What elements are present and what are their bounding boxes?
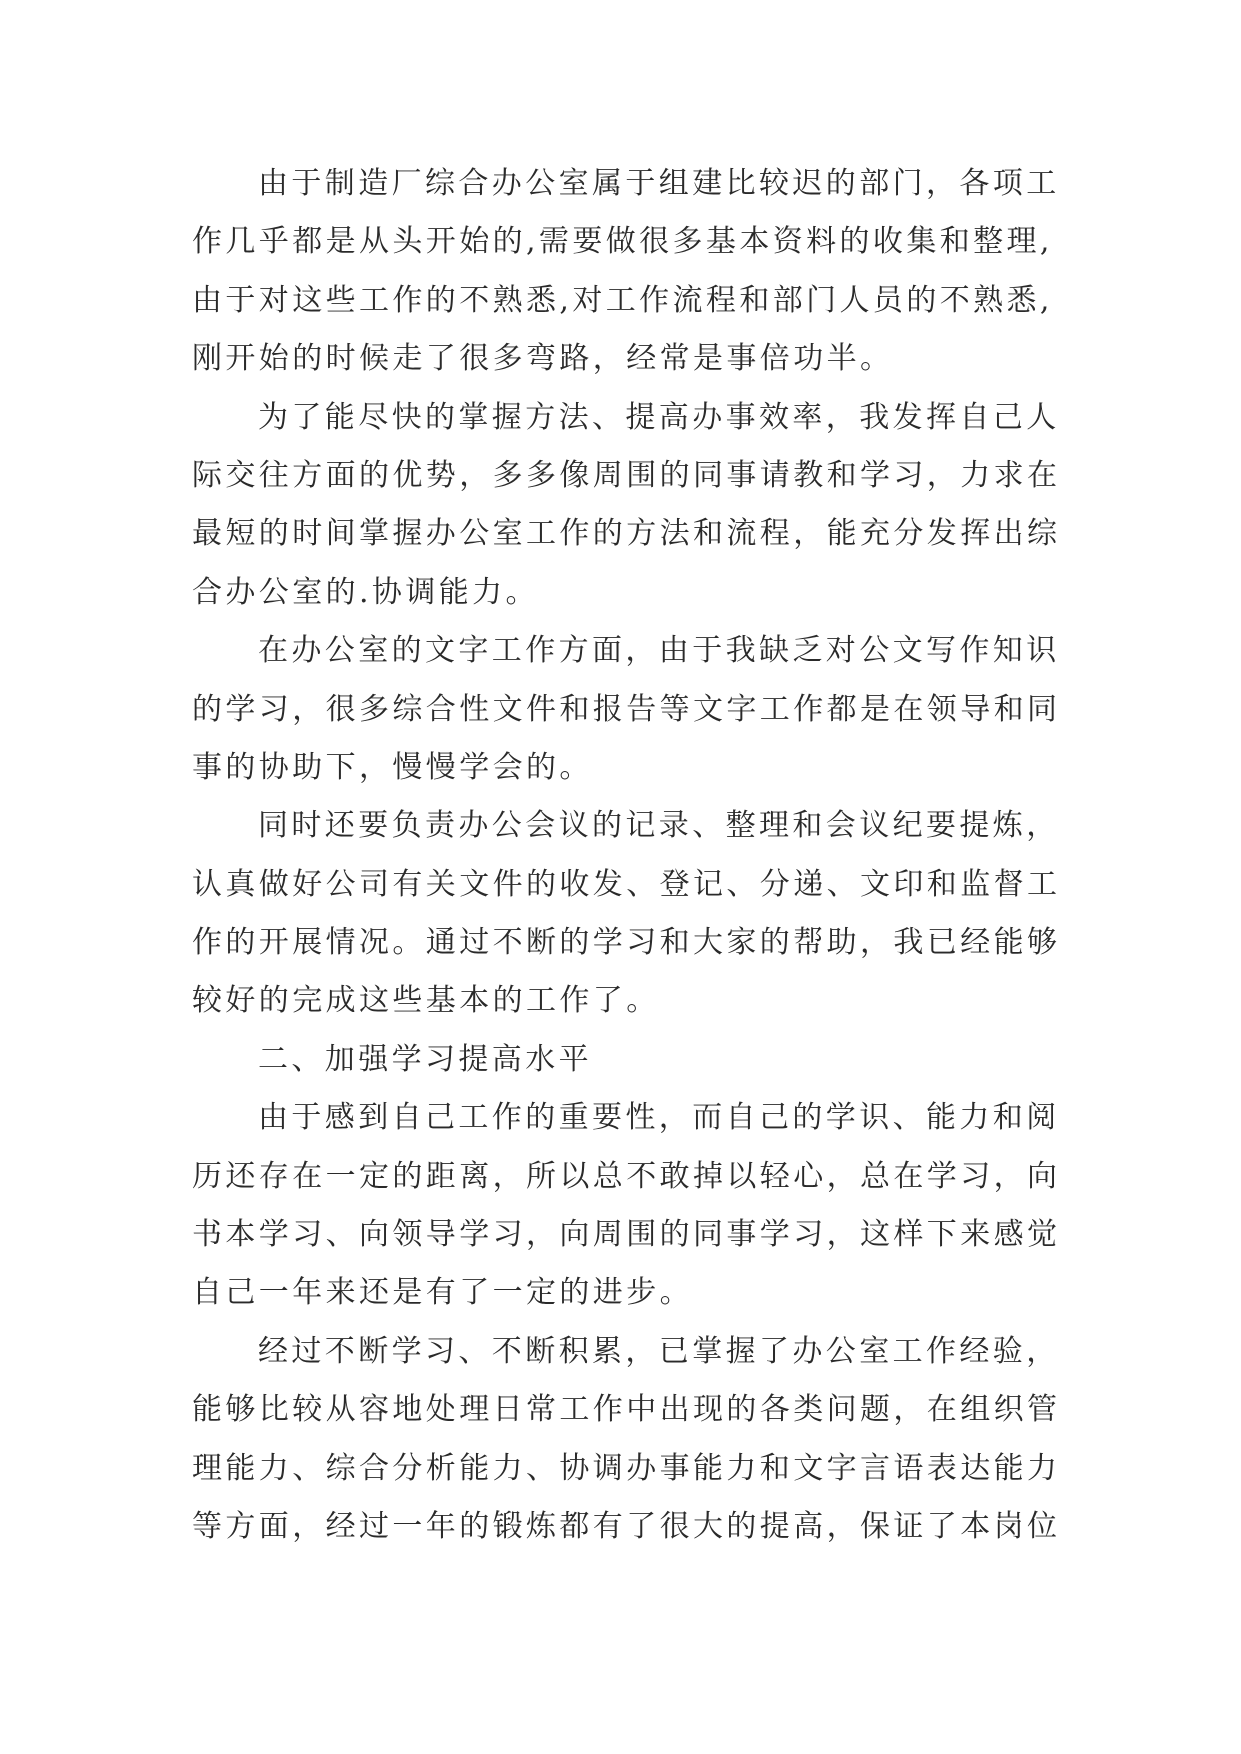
text-line: 最短的时间掌握办公室工作的方法和流程，能充分发挥出综 (192, 516, 1061, 552)
text-line: 的学习，很多综合性文件和报告等文字工作都是在领导和同 (192, 691, 1061, 727)
text-line: 由于感到自己工作的重要性，而自己的学识、能力和阅 (258, 1100, 1060, 1136)
text-line: 事的协助下，慢慢学会的。 (192, 749, 593, 785)
paragraph (192, 1089, 1082, 1323)
text-line: 理能力、综合分析能力、协调办事能力和文字言语表达能力 (192, 1450, 1061, 1486)
document-body (192, 155, 1082, 1556)
text-line: 历还存在一定的距离，所以总不敢掉以轻心，总在学习，向 (192, 1158, 1061, 1194)
text-line: 能够比较从容地处理日常工作中出现的各类问题，在组织管 (192, 1392, 1061, 1428)
text-line: 经过不断学习、不断积累，已掌握了办公室工作经验， (258, 1333, 1060, 1369)
text-line: 由于对这些工作的不熟悉,对工作流程和部门人员的不熟悉, (192, 282, 1053, 318)
paragraph (192, 155, 1082, 389)
paragraph (192, 389, 1082, 623)
text-line: 书本学习、向领导学习，向周围的同事学习，这样下来感觉 (192, 1217, 1061, 1253)
text-line: 在办公室的文字工作方面，由于我缺乏对公文写作知识 (258, 633, 1060, 669)
text-line: 为了能尽快的掌握方法、提高办事效率，我发挥自己人 (258, 399, 1060, 435)
text-line: 际交往方面的优势，多多像周围的同事请教和学习，力求在 (192, 457, 1061, 493)
paragraph (192, 622, 1082, 797)
text-line: 较好的完成这些基本的工作了。 (192, 983, 660, 1019)
paragraph (192, 1323, 1082, 1557)
text-line: 自己一年来还是有了一定的进步。 (192, 1275, 693, 1311)
text-line: 刚开始的时候走了很多弯路，经常是事倍功半。 (192, 341, 894, 377)
text-line: 作的开展情况。通过不断的学习和大家的帮助，我已经能够 (192, 925, 1061, 961)
text-line: 合办公室的.协调能力。 (192, 574, 539, 610)
heading-text: 二、加强学习提高水平 (258, 1041, 592, 1077)
text-line: 等方面，经过一年的锻炼都有了很大的提高，保证了本岗位 (192, 1508, 1061, 1544)
paragraph (192, 797, 1082, 1031)
text-line: 由于制造厂综合办公室属于组建比较迟的部门，各项工 (258, 166, 1060, 201)
text-line: 同时还要负责办公会议的记录、整理和会议纪要提炼， (258, 808, 1060, 844)
section-heading (192, 1031, 1082, 1089)
text-line: 认真做好公司有关文件的收发、登记、分递、文印和监督工 (192, 866, 1061, 902)
text-line: 作几乎都是从头开始的,需要做很多基本资料的收集和整理, (192, 224, 1053, 260)
